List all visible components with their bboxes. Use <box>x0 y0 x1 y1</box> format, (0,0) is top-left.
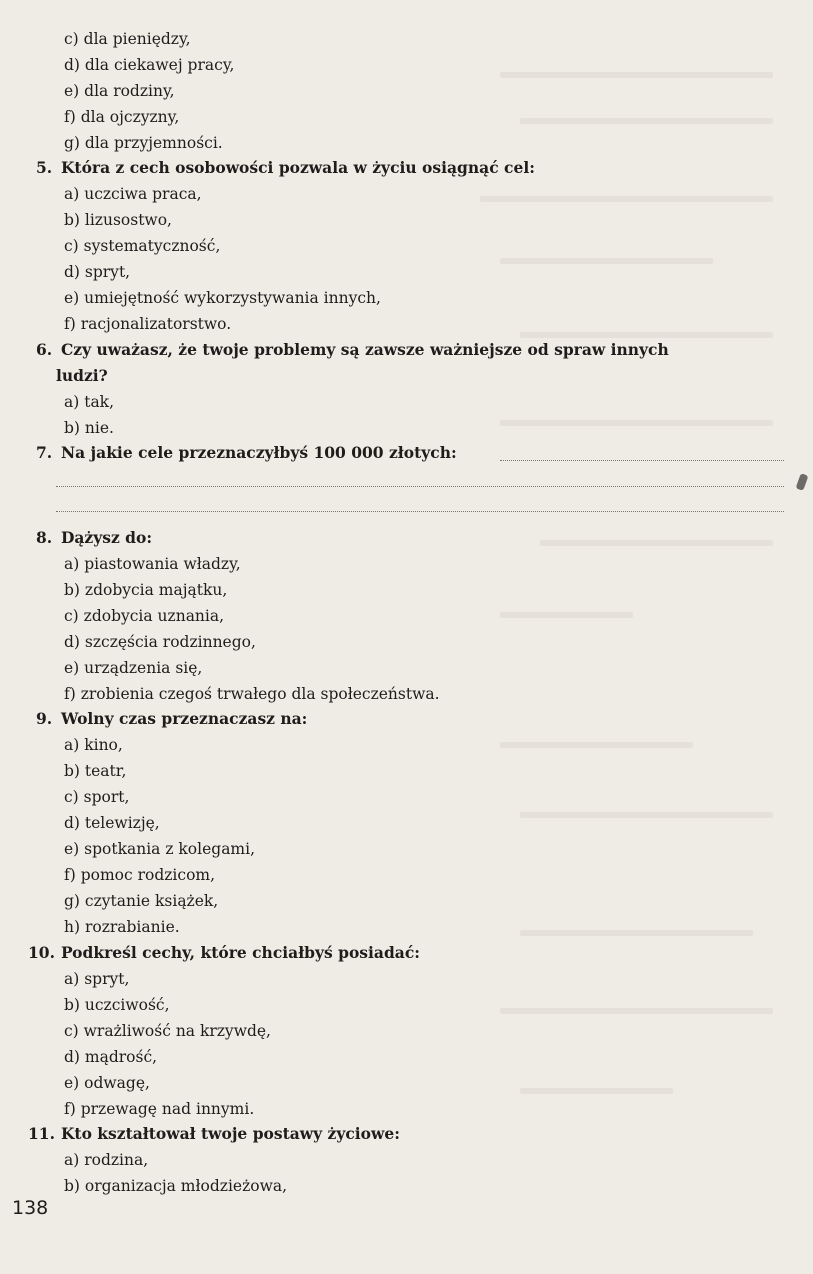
answer-item: f) zrobienia czegoś trwałego dla społeczeństwa. <box>64 685 440 703</box>
answer-item: b) zdobycia majątku, <box>64 581 228 599</box>
answer-item: e) urządzenia się, <box>64 659 203 677</box>
answer-item: a) spryt, <box>64 970 130 988</box>
answer-item: d) mądrość, <box>64 1048 158 1066</box>
answer-item: b) teatr, <box>64 762 127 780</box>
answer-item: f) racjonalizatorstwo. <box>64 315 232 333</box>
question-number: 5. <box>36 158 53 177</box>
answer-item: a) rodzina, <box>64 1151 149 1169</box>
answer-item: b) uczciwość, <box>64 996 170 1014</box>
question-11 <box>28 1123 400 1145</box>
answer-item: f) pomoc rodzicom, <box>64 866 216 884</box>
answer-item: c) wrażliwość na krzywdę, <box>64 1022 271 1040</box>
answer-item: c) zdobycia uznania, <box>64 607 225 625</box>
question-number: 11. <box>28 1124 55 1143</box>
answer-blank-line[interactable] <box>500 460 784 461</box>
answer-item: b) lizusostwo, <box>64 211 172 229</box>
answer-item: a) piastowania władzy, <box>64 555 241 573</box>
answer-item: d) szczęścia rodzinnego, <box>64 633 256 651</box>
question-text: Na jakie cele przeznaczyłbyś 100 000 złotych: <box>60 443 457 462</box>
answer-item: f) przewagę nad innymi. <box>64 1100 255 1118</box>
answer-item: a) uczciwa praca, <box>64 185 202 203</box>
answer-item: e) umiejętność wykorzystywania innych, <box>64 289 381 307</box>
answer-item: e) odwagę, <box>64 1074 150 1092</box>
question-5 <box>36 157 535 179</box>
answer-item: c) systematyczność, <box>64 237 221 255</box>
question-number: 7. <box>36 443 53 462</box>
question-text: Podkreśl cechy, które chciałbyś posiadać: <box>60 943 420 962</box>
answer-item: d) telewizję, <box>64 814 160 832</box>
answer-item: h) rozrabianie. <box>64 918 180 936</box>
question-8 <box>36 527 152 549</box>
question-9 <box>36 708 307 730</box>
question-6-continuation <box>56 365 108 387</box>
answer-item: a) tak, <box>64 393 115 411</box>
page-number: 138 <box>12 1197 49 1219</box>
question-number: 10. <box>28 943 55 962</box>
question-text: Dążysz do: <box>60 528 153 547</box>
question-text: Czy uważasz, że twoje problemy są zawsze ważniejsze od spraw innych <box>60 340 669 359</box>
answer-blank-line[interactable] <box>56 486 784 487</box>
answer-blank-line[interactable] <box>56 511 784 512</box>
answer-item: f) dla ojczyzny, <box>64 108 180 126</box>
answer-item: d) dla ciekawej pracy, <box>64 56 235 74</box>
answer-item: g) dla przyjemności. <box>64 134 223 152</box>
question-6 <box>36 339 669 361</box>
answer-item: a) kino, <box>64 736 123 754</box>
question-number: 6. <box>36 340 53 359</box>
answer-item: b) organizacja młodzieżowa, <box>64 1177 288 1195</box>
question-7 <box>36 442 457 464</box>
answer-item: d) spryt, <box>64 263 131 281</box>
answer-item: g) czytanie książek, <box>64 892 219 910</box>
answer-item: c) sport, <box>64 788 130 806</box>
question-text: Wolny czas przeznaczasz na: <box>60 709 308 728</box>
question-text: Która z cech osobowości pozwala w życiu osiągnąć cel: <box>60 158 535 177</box>
margin-mark <box>796 473 809 491</box>
question-text: ludzi? <box>56 366 108 385</box>
question-10 <box>28 942 420 964</box>
question-text: Kto kształtował twoje postawy życiowe: <box>60 1124 400 1143</box>
answer-item: c) dla pieniędzy, <box>64 30 191 48</box>
answer-item: e) dla rodziny, <box>64 82 175 100</box>
answer-item: b) nie. <box>64 419 114 437</box>
question-number: 8. <box>36 528 53 547</box>
answer-item: e) spotkania z kolegami, <box>64 840 256 858</box>
question-number: 9. <box>36 709 53 728</box>
